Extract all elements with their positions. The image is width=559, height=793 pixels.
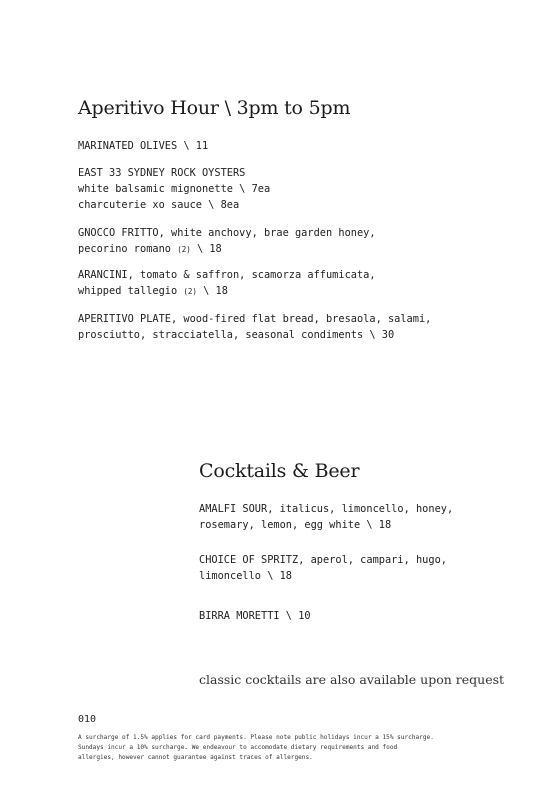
menu-item-aperitivo-plate: [78, 311, 431, 343]
serving-count: (2): [183, 286, 197, 296]
item-line: charcuterie xo sauce \ 8ea: [78, 199, 240, 211]
item-line: limoncello \ 18: [199, 570, 292, 582]
menu-item-amalfi-sour: [199, 501, 453, 533]
surcharge-disclaimer: [78, 733, 478, 763]
disclaimer-line: allergies, however cannot guarantee against traces of allergens.: [78, 754, 313, 761]
item-price: \ 18: [190, 243, 222, 255]
aperitivo-section-title: Aperitivo Hour \ 3pm to 5pm: [78, 97, 351, 119]
item-text: whipped tallegio: [78, 285, 184, 297]
item-line: AMALFI SOUR, italicus, limoncello, honey,: [199, 503, 454, 515]
cocktails-note: classic cocktails are also available upon request: [199, 672, 505, 687]
page-number: 010: [78, 714, 97, 725]
disclaimer-line: A surcharge of 1.5% applies for card payments. Please note public holidays incur a 15% surcharge.: [78, 734, 434, 741]
menu-item-birra-moretti: [199, 608, 311, 624]
menu-item-spritz: [199, 552, 447, 584]
menu-item-oysters: [78, 165, 270, 213]
serving-count: (2): [177, 244, 191, 254]
item-line: ARANCINI, tomato & saffron, scamorza affumicata,: [78, 269, 376, 281]
cocktails-section-title: Cocktails & Beer: [199, 460, 360, 482]
item-line: MARINATED OLIVES \ 11: [78, 140, 209, 152]
disclaimer-line: Sundays incur a 10% surcharge. We endeavour to accomodate dietary requirements and food: [78, 744, 398, 751]
item-line: EAST 33 SYDNEY ROCK OYSTERS: [78, 167, 246, 179]
menu-item-arancini: [78, 267, 376, 300]
item-line: GNOCCO FRITTO, white anchovy, brae garden honey,: [78, 227, 376, 239]
menu-item-gnocco-fritto: [78, 225, 376, 258]
item-line: white balsamic mignonette \ 7ea: [78, 183, 271, 195]
item-price: \ 18: [196, 285, 228, 297]
item-line: [78, 283, 376, 300]
item-line: rosemary, lemon, egg white \ 18: [199, 519, 392, 531]
item-line: BIRRA MORETTI \ 10: [199, 610, 311, 622]
item-text: pecorino romano: [78, 243, 178, 255]
item-line: CHOICE OF SPRITZ, aperol, campari, hugo,: [199, 554, 447, 566]
menu-item-marinated-olives: [78, 138, 208, 154]
item-line: [78, 241, 376, 258]
item-line: APERITIVO PLATE, wood-fired flat bread, bresaola, salami,: [78, 313, 432, 325]
item-line: prosciutto, stracciatella, seasonal condiments \ 30: [78, 329, 395, 341]
